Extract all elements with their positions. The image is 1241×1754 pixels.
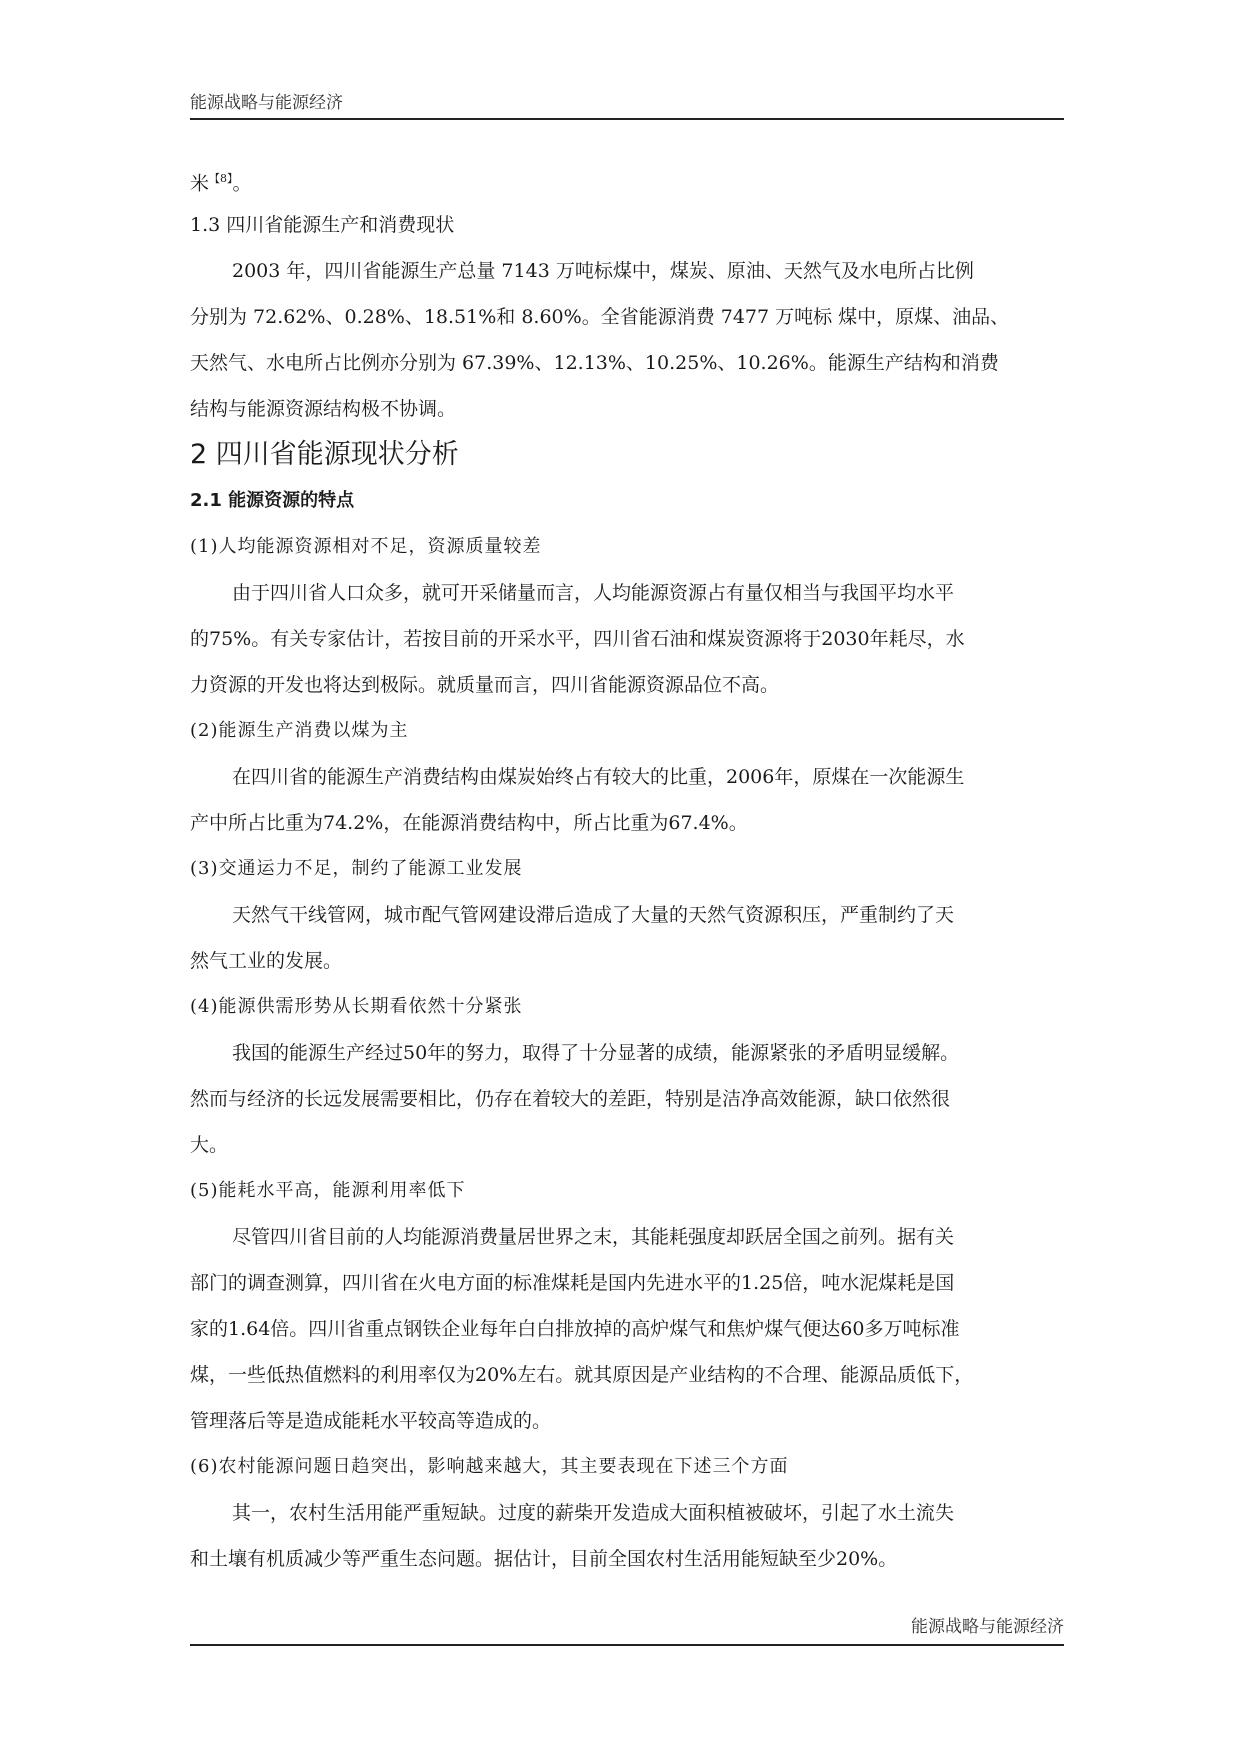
section-heading-2-1: 2.1 能源资源的特点	[190, 490, 355, 511]
paragraph-line: 煤，一些低热值燃料的利用率仅为20%左右。就其原因是产业结构的不合理、能源品质低下，	[190, 1364, 974, 1386]
paragraph-line: 2003 年，四川省能源生产总量 7143 万吨标煤中，煤炭、原油、天然气及水电所占比例	[232, 260, 974, 282]
paragraph-line: 家的1.64倍。四川省重点钢铁企业每年白白排放掉的高炉煤气和焦炉煤气便达60多万吨标准	[190, 1318, 960, 1340]
subheading-1: (1)人均能源资源相对不足，资源质量较差	[190, 536, 542, 557]
subheading-5: (5)能耗水平高，能源利用率低下	[190, 1180, 466, 1201]
paragraph-line: 天然气、水电所占比例亦分别为 67.39%、12.13%、10.25%、10.26%。能源生产结构和消费	[190, 352, 999, 374]
page-header	[190, 88, 1064, 120]
paragraph-line: 分别为 72.62%、0.28%、18.51%和 8.60%。全省能源消费 7477 万吨标 煤中，原煤、油品、	[190, 306, 1010, 328]
paragraph-line: 在四川省的能源生产消费结构由煤炭始终占有较大的比重，2006年，原煤在一次能源生	[232, 766, 965, 788]
section-heading-1-3: 1.3 四川省能源生产和消费现状	[190, 214, 455, 236]
paragraph-line: 尽管四川省目前的人均能源消费量居世界之末，其能耗强度却跃居全国之前列。据有关	[232, 1226, 955, 1248]
paragraph-line: 然而与经济的长远发展需要相比，仍存在着较大的差距，特别是洁净高效能源，缺口依然很	[190, 1088, 951, 1110]
paragraph-line	[190, 156, 1064, 202]
subheading-2: (2)能源生产消费以煤为主	[190, 720, 409, 741]
header-title: 能源战略与能源经济	[190, 93, 343, 113]
subheading-4: (4)能源供需形势从长期看依然十分紧张	[190, 996, 523, 1017]
text-run: 。	[232, 172, 252, 195]
chapter-heading-2: 2 四川省能源现状分析	[190, 439, 459, 470]
paragraph-line: 由于四川省人口众多，就可开采储量而言，人均能源资源占有量仅相当与我国平均水平	[232, 582, 955, 604]
subheading-3: (3)交通运力不足，制约了能源工业发展	[190, 858, 523, 879]
subheading-6: (6)农村能源问题日趋突出，影响越来越大，其主要表现在下述三个方面	[190, 1456, 789, 1477]
paragraph-line: 结构与能源资源结构极不协调。	[190, 398, 457, 420]
paragraph-line: 产中所占比重为74.2%，在能源消费结构中，所占比重为67.4%。	[190, 812, 748, 834]
footer-title: 能源战略与能源经济	[911, 1617, 1064, 1637]
paragraph-line: 的75%。有关专家估计，若按目前的开采水平，四川省石油和煤炭资源将于2030年耗尽，水	[190, 628, 965, 650]
paragraph-line: 天然气干线管网，城市配气管网建设滞后造成了大量的天然气资源积压，严重制约了天	[232, 904, 955, 926]
page-footer	[190, 1610, 1064, 1646]
paragraph-line: 管理落后等是造成能耗水平较高等造成的。	[190, 1410, 552, 1432]
paragraph-line: 其一，农村生活用能严重短缺。过度的薪柴开发造成大面积植被破坏，引起了水土流失	[232, 1502, 955, 1524]
paragraph-line: 部门的调查测算，四川省在火电方面的标准煤耗是国内先进水平的1.25倍，吨水泥煤耗是国	[190, 1272, 955, 1294]
text-run: 米	[190, 172, 210, 195]
paragraph-line: 大。	[190, 1134, 229, 1156]
body-content	[190, 156, 1064, 1582]
paragraph-line: 然气工业的发展。	[190, 950, 343, 972]
paragraph-line: 和土壤有机质减少等严重生态问题。据估计，目前全国农村生活用能短缺至少20%。	[190, 1548, 898, 1570]
paragraph-line: 力资源的开发也将达到极际。就质量而言，四川省能源资源品位不高。	[190, 674, 780, 696]
citation-ref: 【8】	[209, 172, 233, 185]
paragraph-line: 我国的能源生产经过50年的努力，取得了十分显著的成绩，能源紧张的矛盾明显缓解。	[232, 1042, 960, 1064]
